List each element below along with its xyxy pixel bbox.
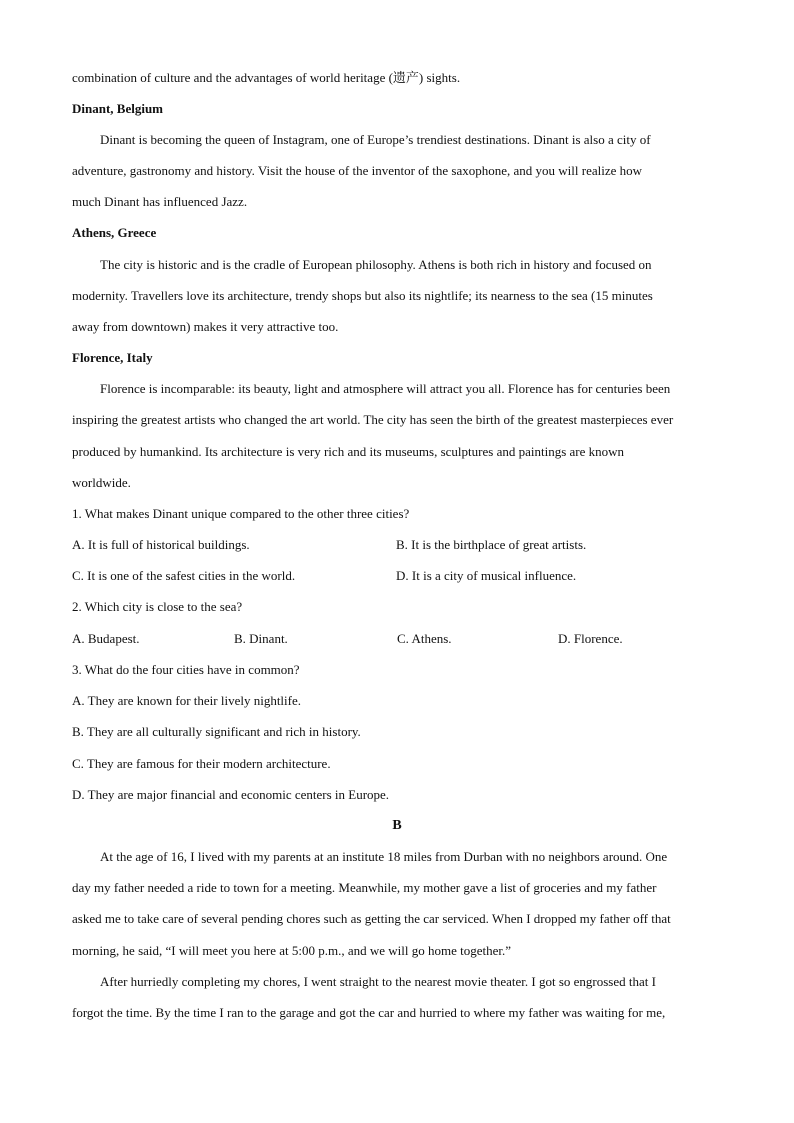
question-2-option-c: C. Athens. — [397, 631, 452, 646]
dinant-line-2: adventure, gastronomy and history. Visit the house of the inventor of the saxophone, and you will realize how — [72, 163, 643, 178]
section-b-title: B — [392, 818, 402, 833]
athens-line-2: modernity. Travellers love its architecture, trendy shops but also its nightlife; its nearness to the sea (15 minutes — [72, 288, 653, 303]
passage-b-p1-line-3: asked me to take care of several pending chores such as getting the car serviced. When I dropped my father off that — [72, 911, 671, 926]
question-2-option-d: D. Florence. — [558, 631, 623, 646]
question-1-option-b: B. It is the birthplace of great artists. — [396, 537, 587, 552]
question-3-option-d: D. They are major financial and economic centers in Europe. — [72, 787, 390, 802]
question-2-stem: 2. Which city is close to the sea? — [72, 599, 243, 614]
florence-line-3: produced by humankind. Its architecture is very rich and its museums, sculptures and paintings are known — [72, 444, 625, 459]
intro-tail-line: combination of culture and the advantages of world heritage (遗产) sights. — [72, 70, 461, 85]
athens-line-1: The city is historic and is the cradle of European philosophy. Athens is both rich in history and focused on — [100, 257, 652, 272]
heading-dinant: Dinant, Belgium — [72, 101, 164, 116]
florence-line-1: Florence is incomparable: its beauty, light and atmosphere will attract you all. Florence has for centuries been — [100, 381, 671, 396]
florence-line-4: worldwide. — [72, 475, 131, 490]
heading-athens: Athens, Greece — [72, 225, 157, 240]
question-3-option-a: A. They are known for their lively nightlife. — [72, 693, 302, 708]
dinant-line-1: Dinant is becoming the queen of Instagram, one of Europe’s trendiest destinations. Dinant is also a city of — [100, 132, 651, 147]
question-1-option-d: D. It is a city of musical influence. — [396, 568, 577, 583]
question-3-stem: 3. What do the four cities have in common? — [72, 662, 300, 677]
passage-b-p1-line-4: morning, he said, “I will meet you here at 5:00 p.m., and we will go home together.” — [72, 943, 512, 958]
heading-florence: Florence, Italy — [72, 350, 153, 365]
question-1-stem: 1. What makes Dinant unique compared to the other three cities? — [72, 506, 410, 521]
athens-line-3: away from downtown) makes it very attractive too. — [72, 319, 339, 334]
passage-b-p2-line-2: forgot the time. By the time I ran to the garage and got the car and hurried to where my father was waiting for me, — [72, 1005, 666, 1020]
passage-b-p1-line-1: At the age of 16, I lived with my parents at an institute 18 miles from Durban with no neighbors around. One — [100, 849, 668, 864]
passage-b-p2-line-1: After hurriedly completing my chores, I went straight to the nearest movie theater. I got so engrossed that I — [100, 974, 656, 989]
question-2-option-b: B. Dinant. — [234, 631, 288, 646]
passage-b-p1-line-2: day my father needed a ride to town for a meeting. Meanwhile, my mother gave a list of groceries and my father — [72, 880, 657, 895]
question-1-option-a: A. It is full of historical buildings. — [72, 537, 250, 552]
question-3-option-b: B. They are all culturally significant and rich in history. — [72, 724, 361, 739]
question-1-option-c: C. It is one of the safest cities in the world. — [72, 568, 296, 583]
question-2-option-a: A. Budapest. — [72, 631, 140, 646]
question-3-option-c: C. They are famous for their modern architecture. — [72, 756, 331, 771]
florence-line-2: inspiring the greatest artists who changed the art world. The city has seen the birth of the greatest masterpieces ever — [72, 412, 674, 427]
dinant-line-3: much Dinant has influenced Jazz. — [72, 194, 248, 209]
